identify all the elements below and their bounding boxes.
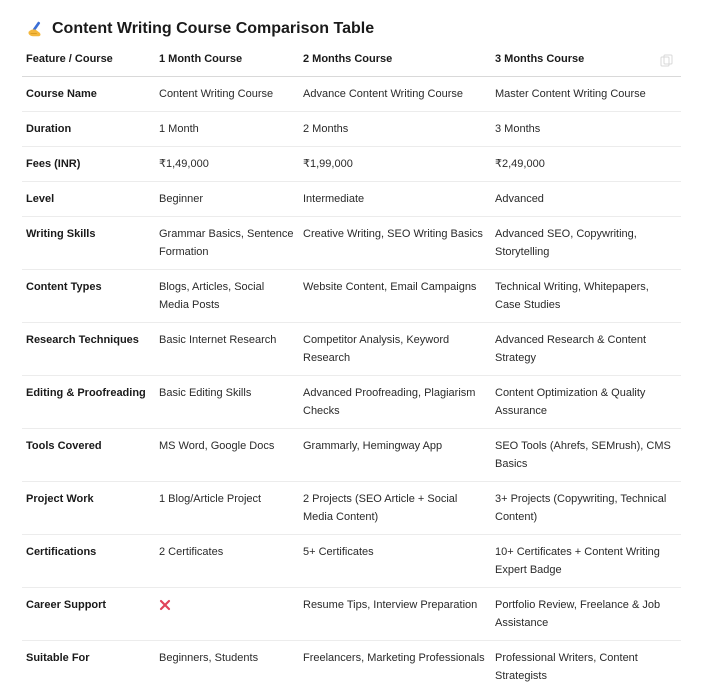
cell-1-month: Blogs, Articles, Social Media Posts bbox=[155, 270, 299, 323]
cell-1-month: 2 Certificates bbox=[155, 535, 299, 588]
cell-2-months: Website Content, Email Campaigns bbox=[299, 270, 491, 323]
cell-1-month: 1 Month bbox=[155, 112, 299, 147]
row-feature: Certifications bbox=[22, 535, 155, 588]
cell-1-month: Beginner bbox=[155, 182, 299, 217]
cell-2-months: ₹1,99,000 bbox=[299, 147, 491, 182]
cell-3-months: Technical Writing, Whitepapers, Case Studies bbox=[491, 270, 681, 323]
cell-1-month: Grammar Basics, Sentence Formation bbox=[155, 217, 299, 270]
table-row bbox=[22, 376, 681, 429]
cell-3-months: ₹2,49,000 bbox=[491, 147, 681, 182]
cell-1-month bbox=[155, 588, 299, 641]
cell-3-months: Professional Writers, Content Strategists bbox=[491, 641, 681, 693]
column-header-3-months: 3 Months Course bbox=[491, 45, 681, 77]
cell-1-month: Basic Internet Research bbox=[155, 323, 299, 376]
cell-2-months: 5+ Certificates bbox=[299, 535, 491, 588]
row-feature: Career Support bbox=[22, 588, 155, 641]
cell-1-month: Content Writing Course bbox=[155, 77, 299, 112]
column-header-1-month: 1 Month Course bbox=[155, 45, 299, 77]
row-feature: Course Name bbox=[22, 77, 155, 112]
row-feature: Project Work bbox=[22, 482, 155, 535]
table-row bbox=[22, 112, 681, 147]
row-feature: Fees (INR) bbox=[22, 147, 155, 182]
table-row bbox=[22, 429, 681, 482]
writing-hand-icon bbox=[26, 20, 44, 38]
column-header-feature: Feature / Course bbox=[22, 45, 155, 77]
table-row bbox=[22, 588, 681, 641]
table-row bbox=[22, 641, 681, 693]
cross-mark-icon bbox=[159, 599, 171, 611]
table-row bbox=[22, 182, 681, 217]
row-feature: Duration bbox=[22, 112, 155, 147]
cell-3-months: 10+ Certificates + Content Writing Expert Badge bbox=[491, 535, 681, 588]
cell-2-months: Intermediate bbox=[299, 182, 491, 217]
cell-3-months: Advanced Research & Content Strategy bbox=[491, 323, 681, 376]
comparison-table bbox=[22, 45, 681, 693]
cell-1-month: Beginners, Students bbox=[155, 641, 299, 693]
row-feature: Editing & Proofreading bbox=[22, 376, 155, 429]
row-feature: Research Techniques bbox=[22, 323, 155, 376]
page-title: Content Writing Course Comparison Table bbox=[52, 20, 374, 38]
cell-3-months: 3 Months bbox=[491, 112, 681, 147]
cell-3-months: Content Optimization & Quality Assurance bbox=[491, 376, 681, 429]
cell-1-month: ₹1,49,000 bbox=[155, 147, 299, 182]
row-feature: Writing Skills bbox=[22, 217, 155, 270]
cell-3-months: Portfolio Review, Freelance & Job Assistance bbox=[491, 588, 681, 641]
cell-1-month: Basic Editing Skills bbox=[155, 376, 299, 429]
cell-3-months: Advanced bbox=[491, 182, 681, 217]
cell-2-months: Advance Content Writing Course bbox=[299, 77, 491, 112]
column-header-2-months: 2 Months Course bbox=[299, 45, 491, 77]
cell-3-months: Advanced SEO, Copywriting, Storytelling bbox=[491, 217, 681, 270]
table-row bbox=[22, 270, 681, 323]
cell-3-months: SEO Tools (Ahrefs, SEMrush), CMS Basics bbox=[491, 429, 681, 482]
cell-2-months: Freelancers, Marketing Professionals bbox=[299, 641, 491, 693]
row-feature: Suitable For bbox=[22, 641, 155, 693]
row-feature: Tools Covered bbox=[22, 429, 155, 482]
table-row bbox=[22, 217, 681, 270]
cell-2-months: Competitor Analysis, Keyword Research bbox=[299, 323, 491, 376]
cell-2-months: Creative Writing, SEO Writing Basics bbox=[299, 217, 491, 270]
table-row bbox=[22, 323, 681, 376]
page-heading bbox=[26, 20, 374, 38]
table-row bbox=[22, 535, 681, 588]
cell-3-months: Master Content Writing Course bbox=[491, 77, 681, 112]
cell-2-months: Resume Tips, Interview Preparation bbox=[299, 588, 491, 641]
row-feature: Level bbox=[22, 182, 155, 217]
table-header-row bbox=[22, 45, 681, 77]
cell-1-month: MS Word, Google Docs bbox=[155, 429, 299, 482]
cell-3-months: 3+ Projects (Copywriting, Technical Content) bbox=[491, 482, 681, 535]
row-feature: Content Types bbox=[22, 270, 155, 323]
cell-2-months: 2 Months bbox=[299, 112, 491, 147]
table-row bbox=[22, 147, 681, 182]
cell-2-months: Grammarly, Hemingway App bbox=[299, 429, 491, 482]
cell-2-months: 2 Projects (SEO Article + Social Media Content) bbox=[299, 482, 491, 535]
table-row bbox=[22, 77, 681, 112]
table-row bbox=[22, 482, 681, 535]
cell-2-months: Advanced Proofreading, Plagiarism Checks bbox=[299, 376, 491, 429]
cell-1-month: 1 Blog/Article Project bbox=[155, 482, 299, 535]
